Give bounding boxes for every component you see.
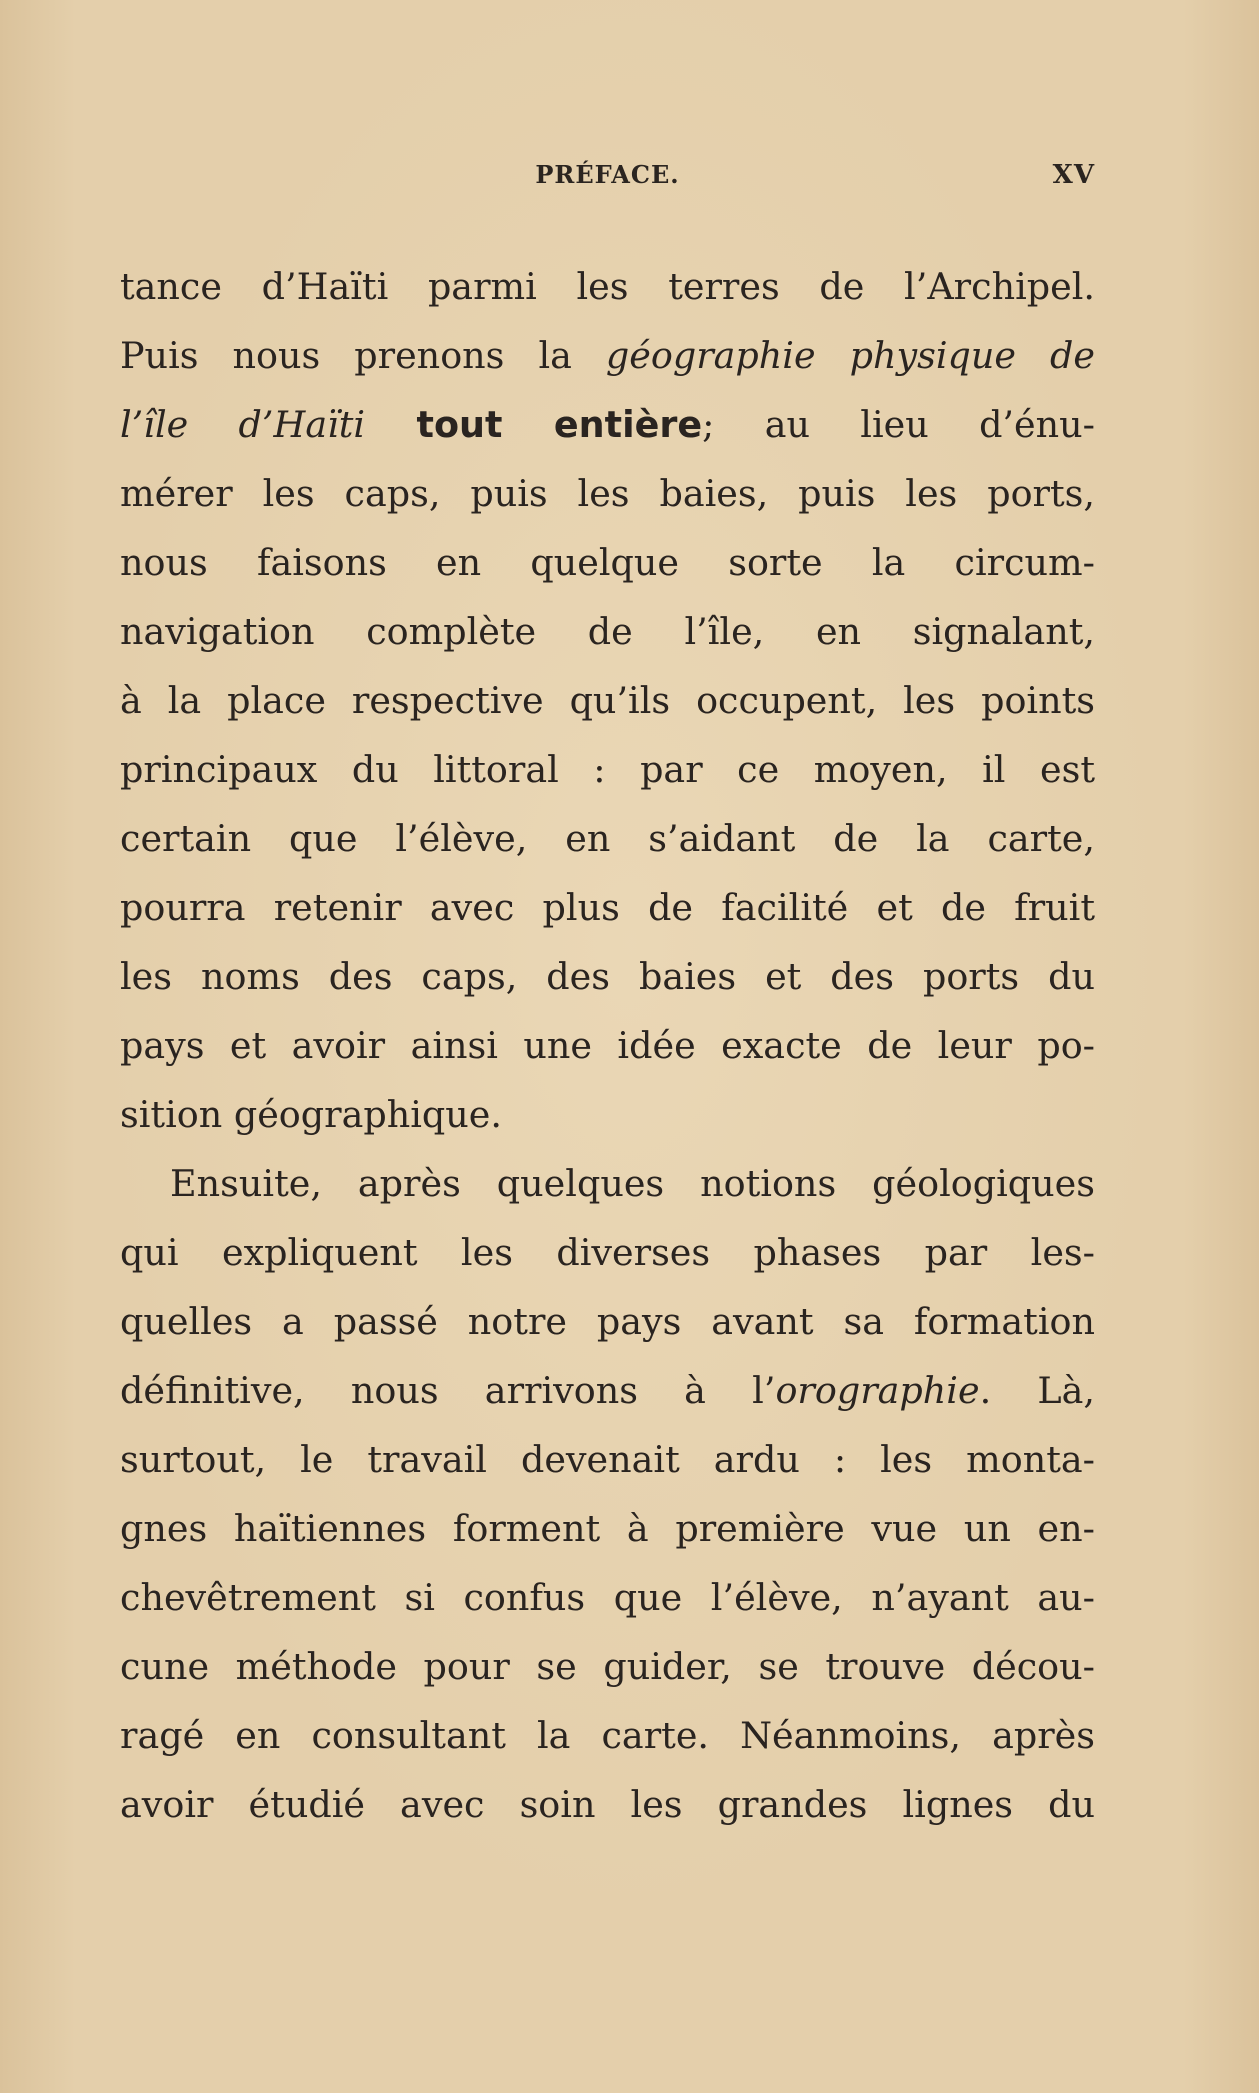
text-line: qui expliquent les diverses phases par les-	[120, 1231, 1095, 1274]
text-line: chevêtrement si confus que l’élève, n’ayant au-	[120, 1576, 1095, 1619]
text-line: mérer les caps, puis les baies, puis les ports,	[120, 472, 1095, 515]
text-line: certain que l’élève, en s’aidant de la carte,	[120, 817, 1095, 860]
text-line: à la place respective qu’ils occupent, les points	[120, 679, 1095, 722]
text-line: nous faisons en quelque sorte la circum-	[120, 541, 1095, 584]
text-line: Puis nous prenons la géographie physique de	[120, 334, 1095, 377]
italic-term: géographie physique de	[605, 334, 1095, 377]
text-line: quelles a passé notre pays avant sa formation	[120, 1300, 1095, 1343]
body-text	[120, 252, 1095, 1839]
italic-term: orographie	[775, 1369, 980, 1412]
page-number: XV	[1052, 160, 1095, 190]
italic-term: l’île d’Haïti	[120, 403, 366, 446]
bold-term: tout entière	[365, 403, 703, 446]
text-line: les noms des caps, des baies et des ports du	[120, 955, 1095, 998]
text-line: pourra retenir avec plus de facilité et de fruit	[120, 886, 1095, 929]
text-line: cune méthode pour se guider, se trouve décou-	[120, 1645, 1095, 1688]
text-line: surtout, le travail devenait ardu : les monta-	[120, 1438, 1095, 1481]
text-line: navigation complète de l’île, en signalant,	[120, 610, 1095, 653]
running-title: PRÉFACE.	[535, 160, 680, 189]
paragraph-end-line: sition géographique.	[120, 1093, 502, 1136]
text-line: principaux du littoral : par ce moyen, il est	[120, 748, 1095, 791]
text-line: tance d’Haïti parmi les terres de l’Archipel.	[120, 265, 1095, 308]
page-header	[120, 160, 1095, 200]
text-line: ragé en consultant la carte. Néanmoins, après	[120, 1714, 1095, 1757]
text-line: définitive, nous arrivons à l’orographie. Là,	[120, 1369, 1095, 1412]
text-line: avoir étudié avec soin les grandes lignes du	[120, 1783, 1095, 1826]
text-line: l’île d’Haïti tout entière; au lieu d’énu-	[120, 403, 1095, 446]
paragraph-start-line: Ensuite, après quelques notions géologiques	[170, 1162, 1095, 1205]
text-line: pays et avoir ainsi une idée exacte de leur po-	[120, 1024, 1095, 1067]
text-line: gnes haïtiennes forment à première vue un en-	[120, 1507, 1095, 1550]
